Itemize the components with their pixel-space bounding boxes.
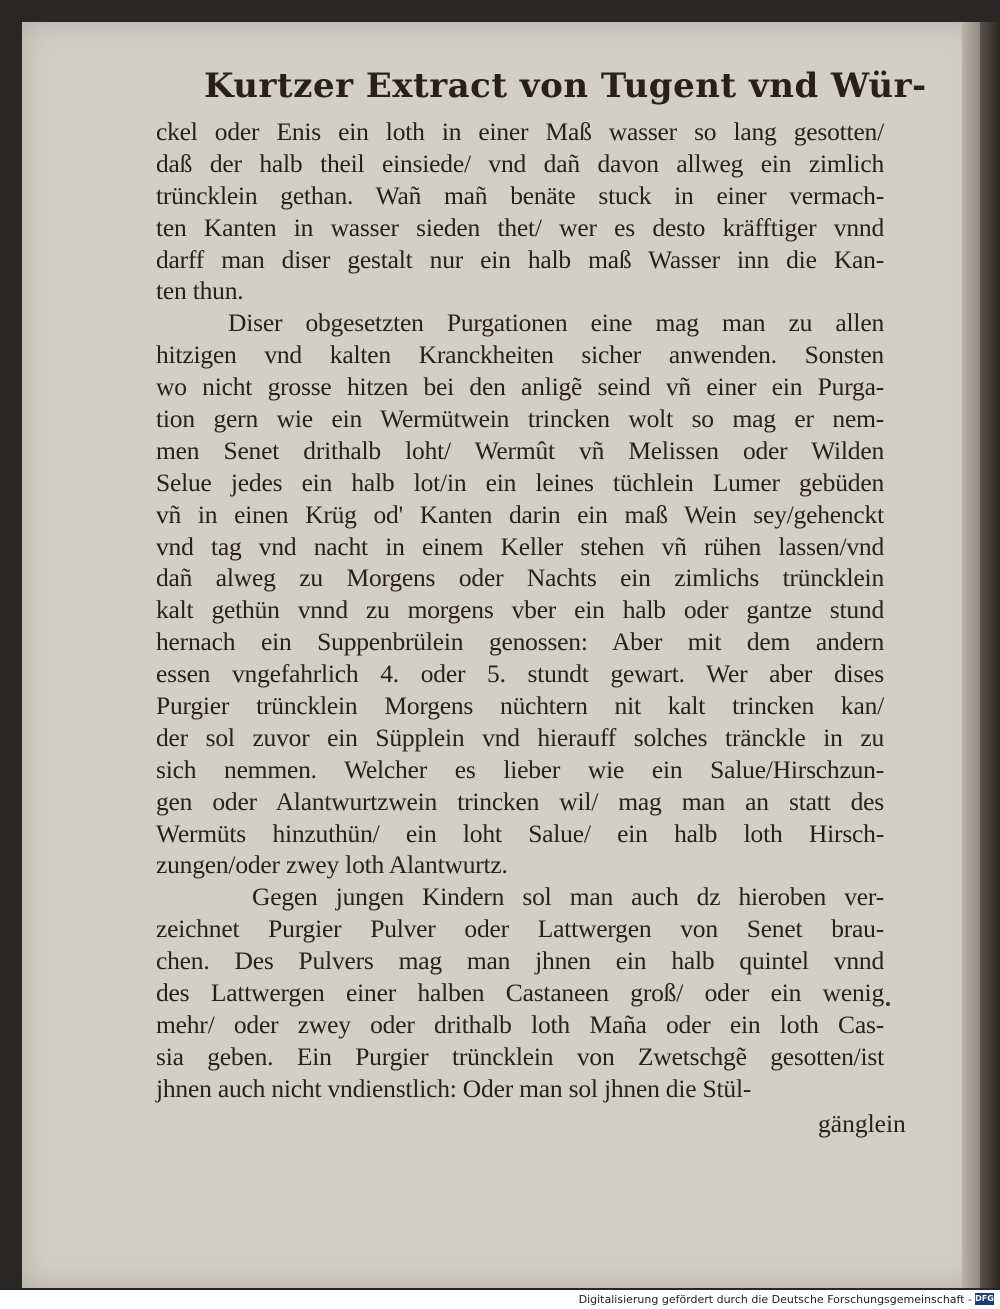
text-line: chen. Des Pulvers mag man jhnen ein halb quintel vnnd bbox=[156, 946, 884, 976]
text-line: der sol zuvor ein Süpplein vnd hierauff solches tränckle in zu bbox=[156, 722, 884, 752]
text-line: essen vngefahrlich 4. oder 5. stundt gewart. Wer aber dises bbox=[156, 659, 884, 689]
dfg-logo-icon: DFG bbox=[975, 1294, 994, 1303]
running-head: Kurtzer Extract von Tugent vnd Wür- bbox=[204, 66, 927, 106]
text-line: sich nemmen. Welcher es lieber wie ein Salue/Hirschzun- bbox=[156, 754, 884, 784]
footer-credit: Digitalisierung gefördert durch die Deutsche Forschungsgemeinschaft - bbox=[578, 1293, 972, 1306]
text-line: vñ in einen Krüg od' Kanten darin ein maß Wein sey/gehenckt bbox=[156, 499, 884, 529]
text-line: zeichnet Purgier Pulver oder Lattwergen von Senet brau- bbox=[156, 914, 884, 944]
text-block bbox=[156, 56, 927, 1105]
text-line: darff man diser gestalt nur ein halb maß Wasser inn die Kan- bbox=[156, 244, 884, 274]
page-edge bbox=[962, 22, 980, 1288]
text-line: daß der halb theil einsiede/ vnd dañ davon allweg ein zimlich bbox=[156, 148, 884, 178]
book-spine bbox=[980, 22, 1000, 1288]
text-line: kalt gethün vnnd zu morgens vber ein halb oder gantze stund bbox=[156, 595, 884, 625]
text-line: Purgier trüncklein Morgens nüchtern nit kalt trincken kan/ bbox=[156, 691, 884, 721]
text-line: Selue jedes ein halb lot/in ein leines tüchlein Lumer gebüden bbox=[156, 467, 884, 497]
text-line: Gegen jungen Kindern sol man auch dz hieroben ver- bbox=[252, 882, 884, 912]
text-line: mehr/ oder zwey oder drithalb loth Mañа oder ein loth Cas- bbox=[156, 1009, 884, 1039]
text-line: hernach ein Suppenbrülein genossen: Aber mit dem andern bbox=[156, 627, 884, 657]
footer-bar bbox=[0, 1290, 1000, 1309]
ink-spot bbox=[886, 1002, 890, 1006]
text-line: sia geben. Ein Purgier trüncklein von Zwetschgẽ gesotten/ist bbox=[156, 1041, 884, 1071]
text-line: tion gern wie ein Wermütwein trincken wolt so mag er nem- bbox=[156, 404, 884, 434]
text-line: men Senet drithalb loht/ Wermût vñ Melissen oder Wilden bbox=[156, 435, 884, 465]
text-line: ten thun. bbox=[156, 276, 244, 306]
text-line: dañ alweg zu Morgens oder Nachts ein zimlichs trüncklein bbox=[156, 563, 884, 593]
text-line: trüncklein gethan. Wañ mañ benäte stuck in einer vermach- bbox=[156, 180, 884, 210]
text-line: gen oder Alantwurtzwein trincken wil/ mag man an statt des bbox=[156, 786, 884, 816]
text-line: vnd tag vnd nacht in einem Keller stehen vñ rühen lassen/vnd bbox=[156, 531, 884, 561]
text-line: jhnen auch nicht vndienstlich: Oder man sol jhnen die Stül- bbox=[156, 1073, 752, 1103]
body-text bbox=[156, 116, 884, 1105]
text-line: Wermüts hinzuthün/ ein loht Salue/ ein halb loth Hirsch- bbox=[156, 818, 884, 848]
catchword: gänglein bbox=[818, 1109, 906, 1138]
text-line: des Lattwergen einer halben Castaneen groß/ oder ein wenig bbox=[156, 978, 884, 1008]
text-line: Diser obgesetzten Purgationen eine mag man zu allen bbox=[228, 308, 884, 338]
text-line: wo nicht grosse hitzen bei den anligẽ seind vñ einer ein Purga- bbox=[156, 372, 884, 402]
text-line: hitzigen vnd kalten Kranckheiten sicher anwenden. Sonsten bbox=[156, 340, 884, 370]
text-line: ten Kanten in wasser sieden thet/ wer es desto kräfftiger vnnd bbox=[156, 212, 884, 242]
text-line: ckel oder Enis ein loth in einer Maß wasser so lang gesotten/ bbox=[156, 117, 884, 146]
text-line: zungen/oder zwey loth Alantwurtz. bbox=[156, 850, 508, 880]
